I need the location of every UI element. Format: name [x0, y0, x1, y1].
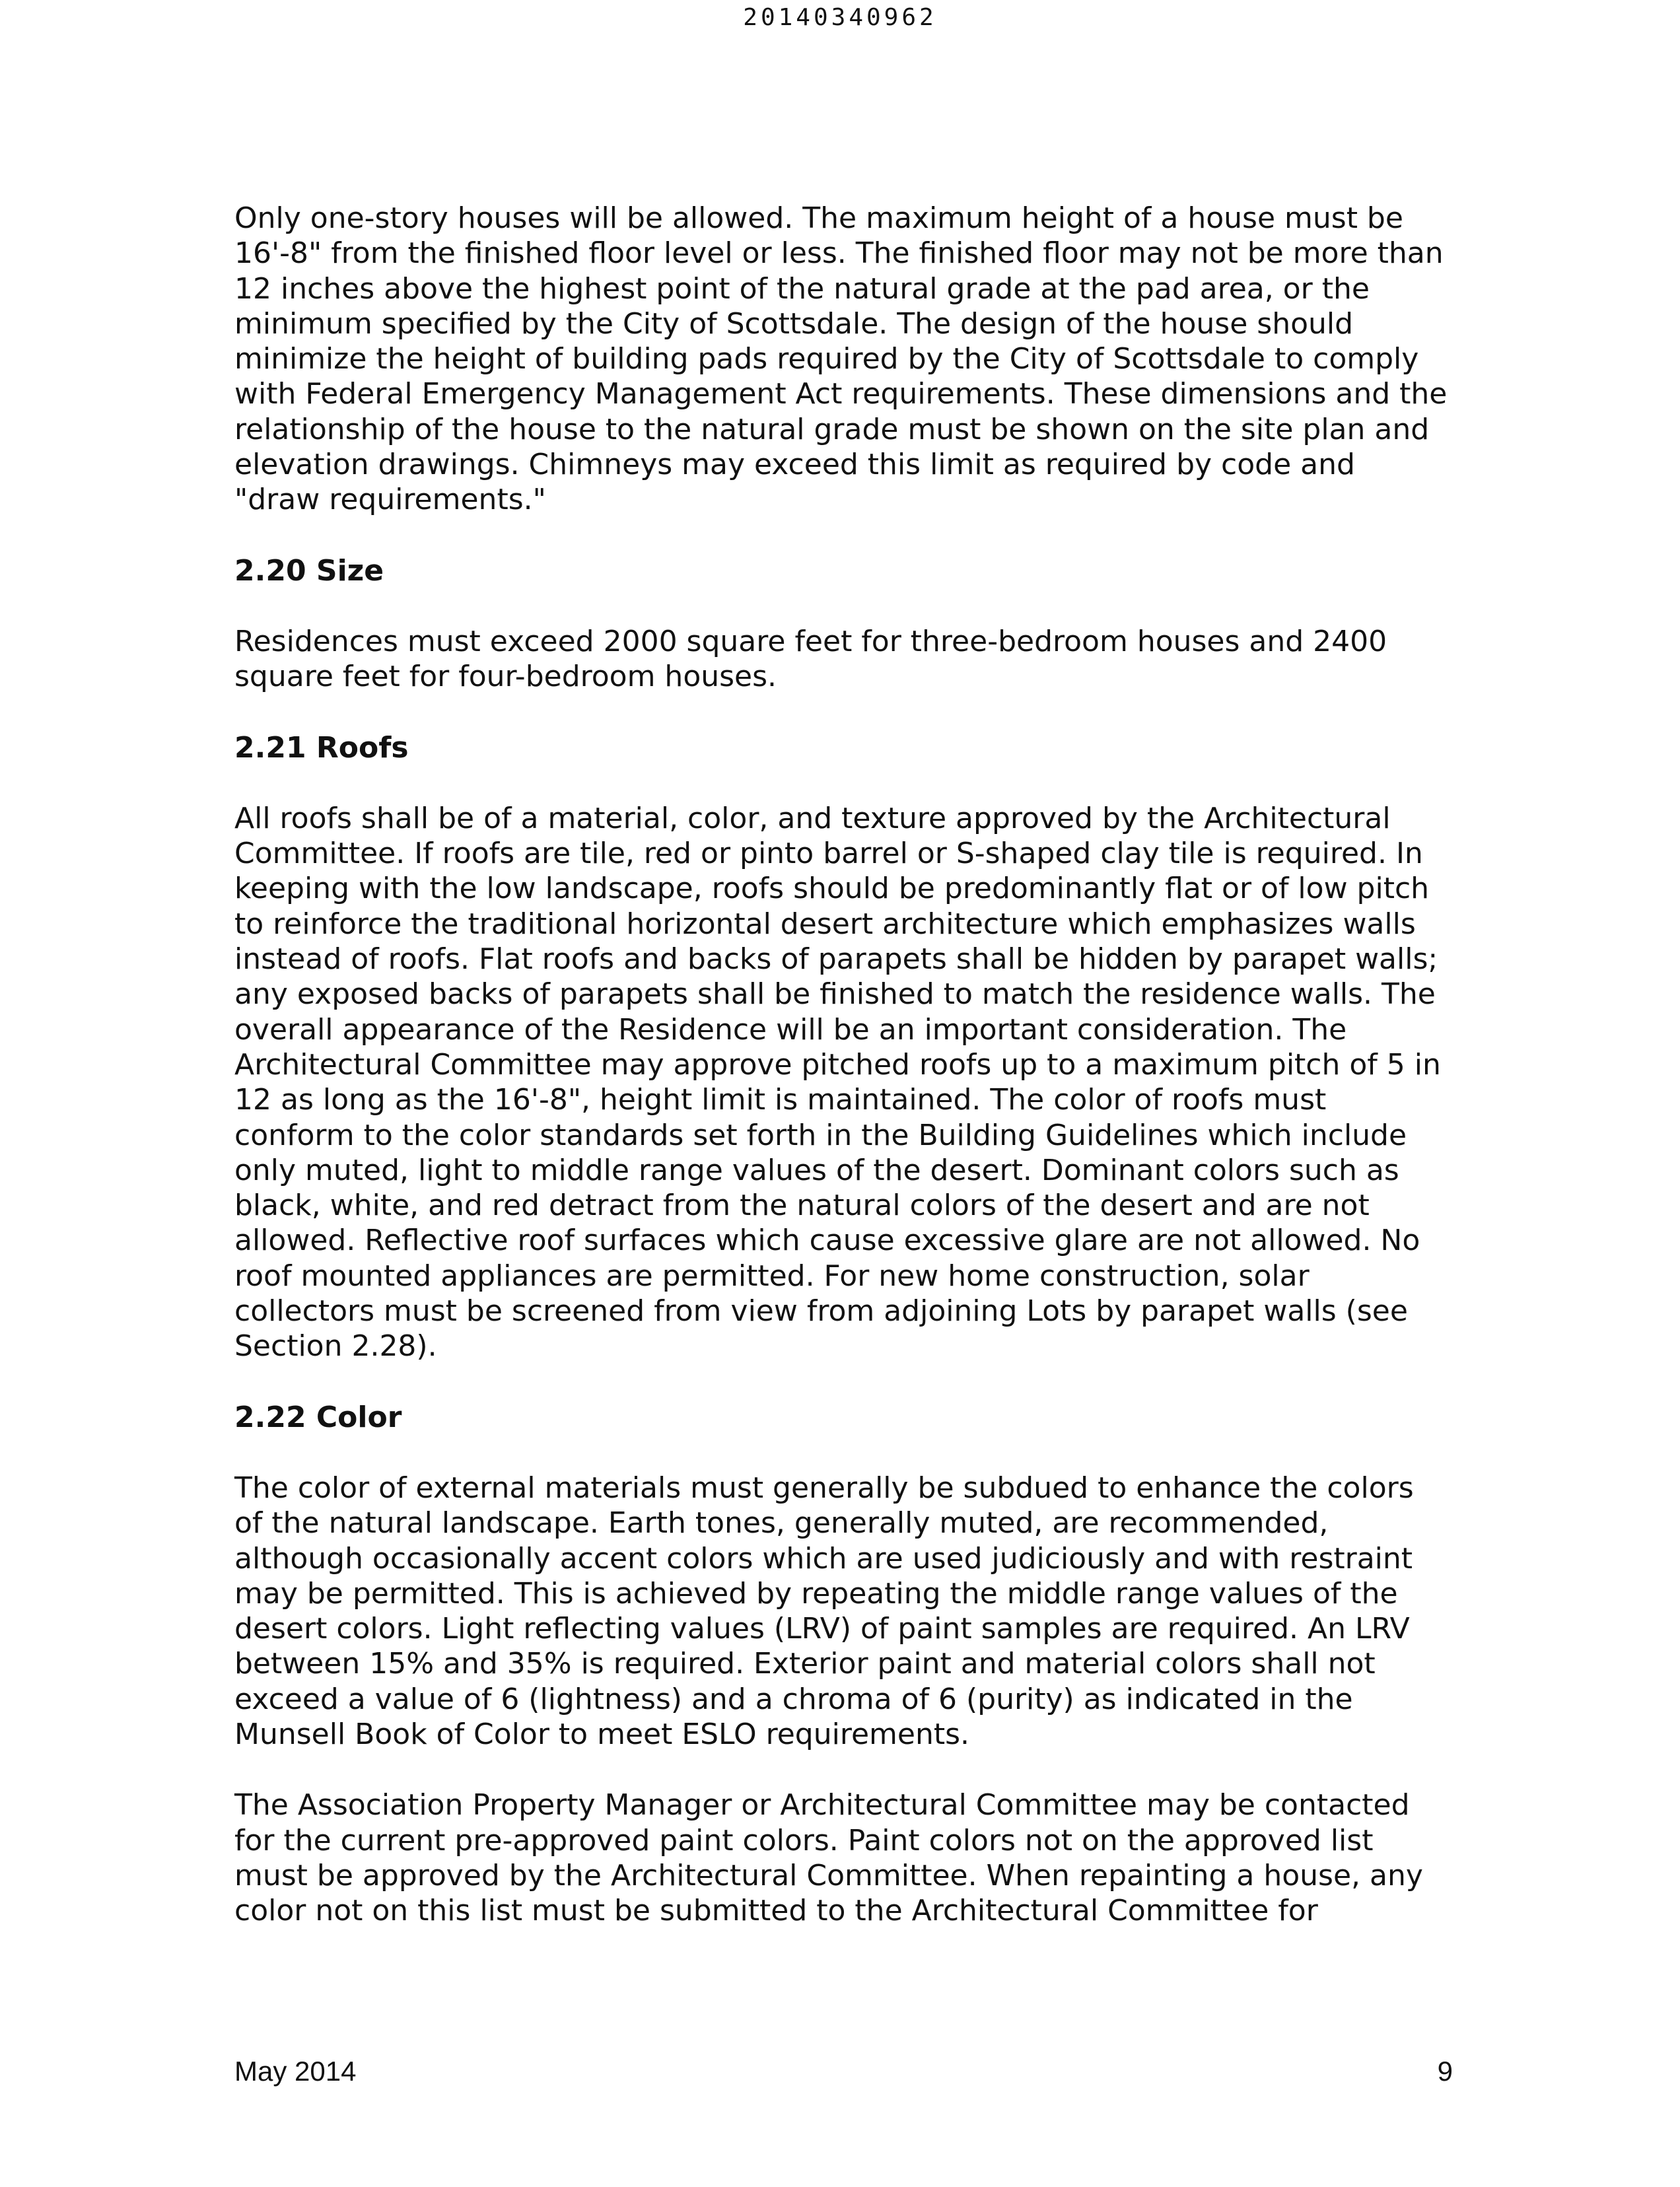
section-paragraph: Residences must exceed 2000 square feet for three-bedroom houses and 2400 square feet for four-bedroom houses.: [234, 624, 1387, 694]
section-paragraph: The Association Property Manager or Architectural Committee may be contacted for the current pre-approved paint colors. Paint colors not on the approved list must be approved by the Architectural Committee. When repainting a house, any color not on this list must be submitted to the Architectural Committee for: [234, 1788, 1423, 1928]
intro-paragraph: Only one-story houses will be allowed. The maximum height of a house must be 16'-8" from the finished floor level or less. The finished floor may not be more than 12 inches above the highest point of the natural grade at the pad area, or the minimum specified by the City of Scottsdale. The design of the house should minimize the height of building pads required by the City of Scottsdale to comply with Federal Emergency Management Act requirements. These dimensions and the relationship of the house to the natural grade must be shown on the site plan and elevation drawings. Chimneys may exceed this limit as required by code and "draw requirements.": [234, 201, 1448, 517]
section-paragraph: All roofs shall be of a material, color, and texture approved by the Architectural Committee. If roofs are tile, red or pinto barrel or S-shaped clay tile is required. In keeping with the low landscape, roofs should be predominantly flat or of low pitch to reinforce the traditional horizontal desert architecture which emphasizes walls instead of roofs. Flat roofs and backs of parapets shall be hidden by parapet walls; any exposed backs of parapets shall be finished to match the residence walls. The overall appearance of the Residence will be an important consideration. The Architectural Committee may approve pitched roofs up to a maximum pitch of 5 in 12 as long as the 16'-8", height limit is maintained. The color of roofs must conform to the color standards set forth in the Building Guidelines which include only muted, light to middle range values of the desert. Dominant colors such as black, white, and red detract from the natural colors of the desert and are not allowed. Reflective roof surfaces which cause excessive glare are not allowed. No roof mounted appliances are permitted. For new home construction, solar collectors must be screened from view from adjoining Lots by parapet walls (see Section 2.28).: [234, 801, 1441, 1364]
page-number: 9: [1437, 2056, 1453, 2087]
footer-date: May 2014: [234, 2056, 357, 2087]
section-color: [234, 1400, 1450, 1929]
section-paragraph: The color of external materials must generally be subdued to enhance the colors of the natural landscape. Earth tones, generally muted, are recommended, although occasionally accent colors which are used judiciously and with restraint may be permitted. This is achieved by repeating the middle range values of the desert colors. Light reflecting values (LRV) of paint samples are required. An LRV between 15% and 35% is required. Exterior paint and material colors shall not exceed a value of 6 (lightness) and a chroma of 6 (purity) as indicated in the Munsell Book of Color to meet ESLO requirements.: [234, 1471, 1414, 1751]
section-size: [234, 553, 1450, 695]
section-heading: 2.21 Roofs: [234, 730, 409, 765]
page-body: [234, 201, 1450, 1928]
document-number: 20140340962: [743, 4, 937, 31]
section-roofs: [234, 730, 1450, 1364]
section-heading: 2.22 Color: [234, 1400, 402, 1434]
section-heading: 2.20 Size: [234, 553, 384, 588]
